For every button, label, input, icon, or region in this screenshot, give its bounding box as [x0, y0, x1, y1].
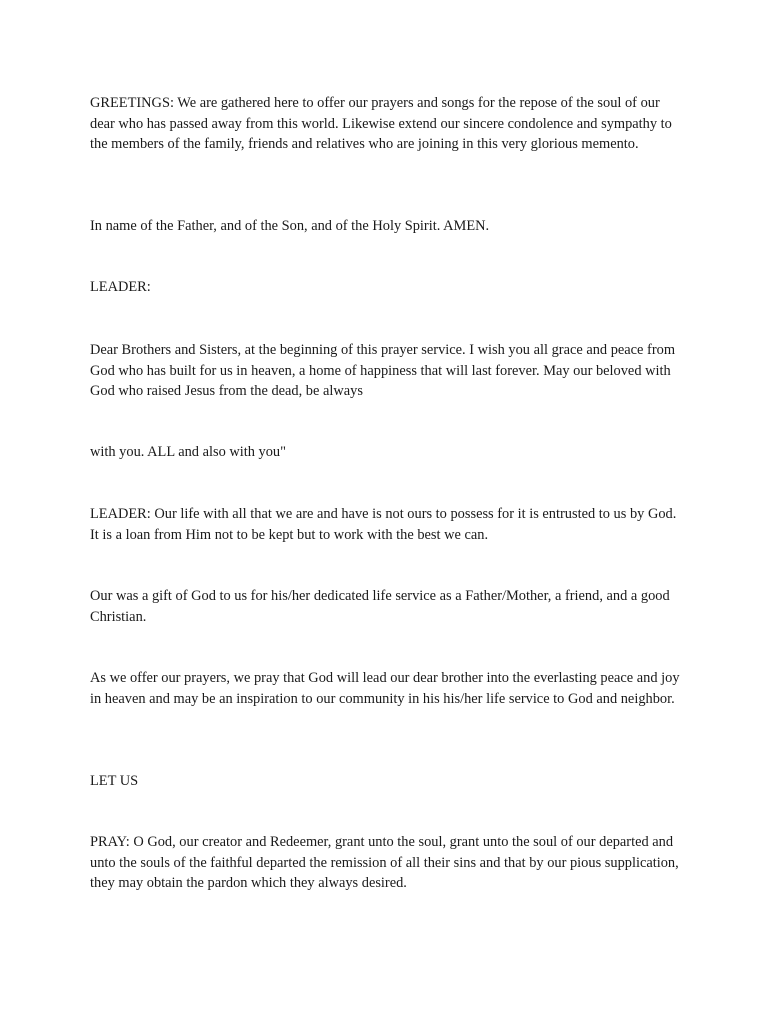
offering-prayers-paragraph: As we offer our prayers, we pray that God will lead our dear brother into the everlasting peace and joy in heaven and may be an inspiration to our community in his his/her life service to God and neighbor. [90, 670, 680, 707]
response-paragraph: with you. ALL and also with you" [90, 444, 287, 460]
leader-heading: LEADER: [90, 279, 151, 295]
let-us-heading: LET US [90, 773, 139, 789]
greetings-paragraph: GREETINGS: We are gathered here to offer our prayers and songs for the repose of the soul of our dear who has passed away from this world. Likewise extend our sincere condolence and sympathy to the members of the family, friends and relatives who are joining in this very glorious memento. [90, 95, 672, 152]
leader-reflection-paragraph: LEADER: Our life with all that we are and have is not ours to possess for it is entrusted to us by God. It is a loan from Him not to be kept but to work with the best we can. [90, 506, 677, 543]
pray-paragraph: PRAY: O God, our creator and Redeemer, grant unto the soul, grant unto the soul of our departed and unto the souls of the faithful departed the remission of all their sins and that by our pious supplication, they may obtain the pardon which they always desired. [90, 834, 679, 891]
gift-of-god-paragraph: Our was a gift of God to us for his/her dedicated life service as a Father/Mother, a friend, and a good Christian. [90, 588, 670, 625]
opening-address-paragraph: Dear Brothers and Sisters, at the beginning of this prayer service. I wish you all grace and peace from God who has built for us in heaven, a home of happiness that will last forever. May our beloved with God who raised Jesus from the dead, be always [90, 342, 676, 399]
invocation-paragraph: In name of the Father, and of the Son, and of the Holy Spirit. AMEN. [90, 218, 490, 234]
